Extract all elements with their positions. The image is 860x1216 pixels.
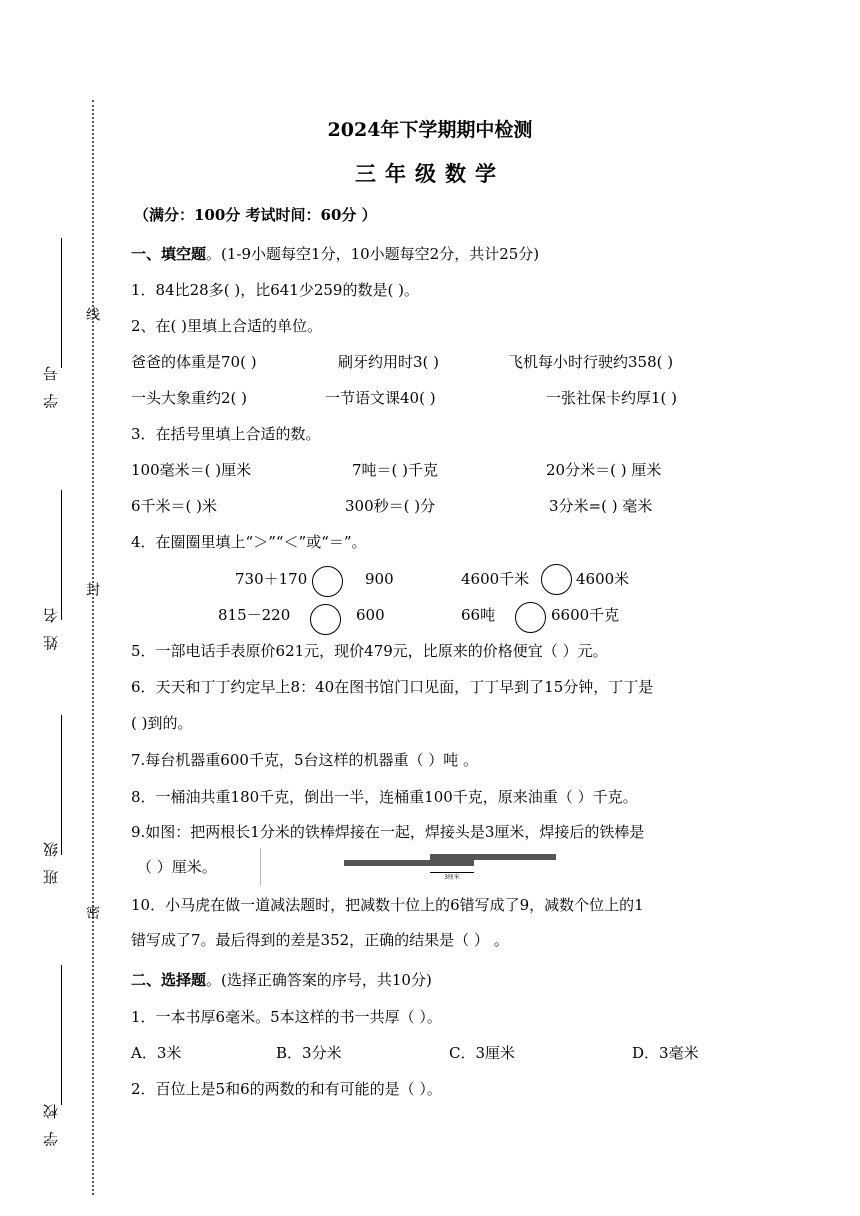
question-1-9: 9.如图：把两根长1分米的铁棒焊接在一起，焊接头是3厘米，焊接后的铁棒是 xyxy=(131,823,645,841)
q2-item: 一头大象重约2( ) xyxy=(131,389,248,407)
compare-right: 6600千克 xyxy=(551,606,620,624)
question-1-3: 3．在括号里填上合适的数。 xyxy=(131,425,321,443)
compare-circle[interactable] xyxy=(310,604,341,635)
section2-heading-line xyxy=(131,970,432,990)
q2-item: 刷牙约用时3( ) xyxy=(338,353,440,371)
name-label: 姓 名 xyxy=(42,604,60,651)
q3-item: 7吨＝( )千克 xyxy=(352,461,439,479)
section1-heading-line xyxy=(131,244,539,264)
overlap-arrow xyxy=(430,872,474,873)
exam-subtitle: 三年级数学 xyxy=(355,161,505,186)
compare-circle[interactable] xyxy=(541,564,572,595)
option-b: B．3分米 xyxy=(276,1044,342,1062)
option-a: A．3米 xyxy=(131,1044,182,1062)
question-2-2: 2．百位上是5和6的两数的和有可能的是（ ）。 xyxy=(131,1080,442,1098)
cut-mark-secret: 密 xyxy=(84,905,100,919)
question-1-8: 8．一桶油共重180千克，倒出一半，连桶重100千克，原来油重（ ）千克。 xyxy=(131,788,638,806)
school-write-line xyxy=(61,965,62,1105)
binding-dotted-line xyxy=(92,100,94,1195)
rod-lower xyxy=(344,860,474,866)
q2-item: 爸爸的体重是70( ) xyxy=(131,353,257,371)
question-1-7: 7.每台机器重600千克，5台这样的机器重（ ）吨 。 xyxy=(131,751,479,769)
q2-item: 飞机每小时行驶约358( ) xyxy=(508,353,674,371)
compare-left: 730＋170 xyxy=(235,570,308,588)
question-1-5: 5．一部电话手表原价621元，现价479元，比原来的价格便宜（ ）元。 xyxy=(131,642,608,660)
name-write-line xyxy=(61,490,62,620)
q3-item: 6千米＝( )米 xyxy=(131,497,218,515)
question-2-1: 1．一本书厚6毫米。5本这样的书一共厚（ ）。 xyxy=(131,1008,442,1026)
overlap-label: 3厘米 xyxy=(444,874,460,881)
question-1-2: 2、在( )里填上合适的单位。 xyxy=(131,317,323,335)
section2-note: 。(选择正确答案的序号，共10分) xyxy=(206,971,432,989)
compare-left: 815－220 xyxy=(218,606,291,624)
compare-circle[interactable] xyxy=(312,566,343,597)
exam-title: 2024年下学期期中检测 xyxy=(327,119,533,141)
q3-item: 20分米＝( ) 厘米 xyxy=(546,461,662,479)
section2-heading: 二、选择题 xyxy=(131,971,207,989)
compare-circle[interactable] xyxy=(515,602,546,633)
compare-right: 600 xyxy=(356,606,385,624)
section1-heading: 一、填空题 xyxy=(131,245,207,263)
q2-item: 一张社保卡约厚1( ) xyxy=(546,389,678,407)
cut-mark-line: 线 xyxy=(84,307,100,321)
question-1-10: 10．小马虎在做一道减法题时，把减数十位上的6错写成了9，减数个位上的1 xyxy=(131,896,644,914)
exam-info: （满分：100分 考试时间：60分 ） xyxy=(134,206,377,224)
compare-right: 900 xyxy=(365,570,394,588)
section1-note: 。(1-9小题每空1分，10小题每空2分，共计25分) xyxy=(206,245,540,263)
question-1-10-cont: 错写成了7。最后得到的差是352，正确的结果是（ ） 。 xyxy=(131,931,509,949)
question-1-1: 1．84比28多( )，比641少259的数是( )。 xyxy=(131,281,419,299)
student-id-label: 学 号 xyxy=(42,362,60,409)
q3-item: 3分米=( ) 毫米 xyxy=(549,497,653,515)
question-1-6-cont: ( )到的。 xyxy=(131,714,193,732)
q2-item: 一节语文课40( ) xyxy=(325,389,436,407)
cut-mark-seal: 封 xyxy=(84,582,100,596)
question-1-9-cont: （ ）厘米。 xyxy=(137,858,217,876)
id-write-line xyxy=(61,238,62,368)
compare-left: 66吨 xyxy=(461,606,496,624)
compare-left: 4600千米 xyxy=(461,570,530,588)
question-1-4: 4．在圈圈里填上“＞”“＜”或“＝”。 xyxy=(131,533,367,551)
figure-left-edge xyxy=(260,848,261,886)
option-c: C．3厘米 xyxy=(449,1044,516,1062)
school-label: 学 校 xyxy=(42,1100,60,1147)
class-label: 班 级 xyxy=(42,838,60,885)
question-1-6: 6．天天和丁丁约定早上8：40在图书馆门口见面，丁丁早到了15分钟，丁丁是 xyxy=(131,678,654,696)
class-write-line xyxy=(61,715,62,855)
option-d: D．3毫米 xyxy=(632,1044,699,1062)
compare-right: 4600米 xyxy=(576,570,630,588)
q3-item: 100毫米＝( )厘米 xyxy=(131,461,252,479)
q3-item: 300秒＝( )分 xyxy=(345,497,436,515)
